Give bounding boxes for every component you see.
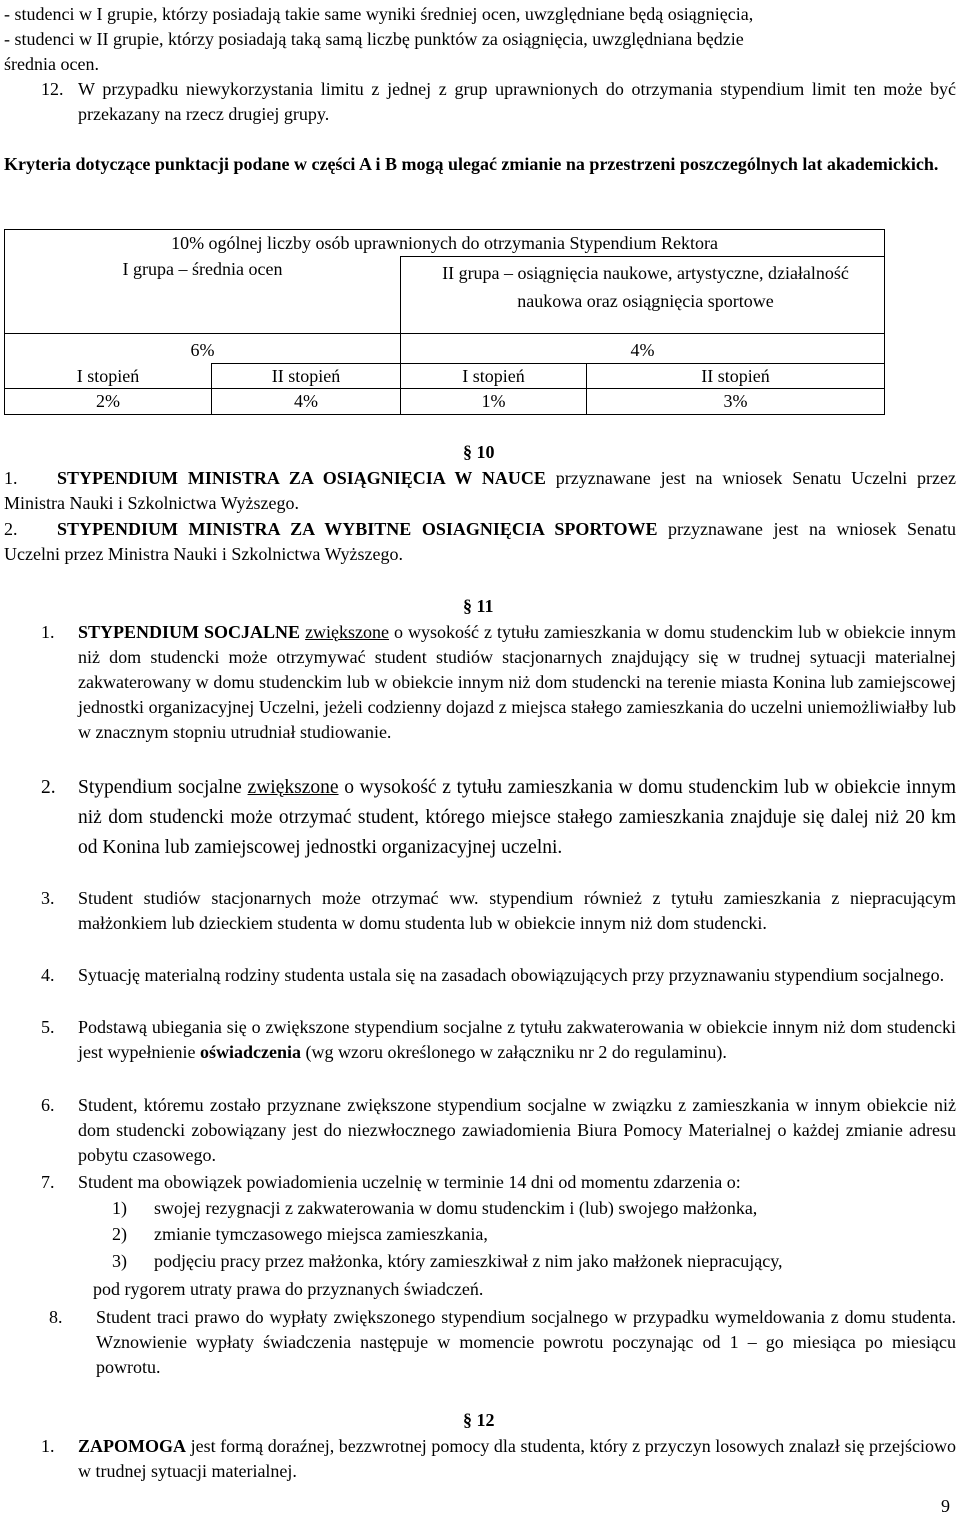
level-cell: II stopień <box>212 364 401 389</box>
item-rest: jest formą doraźnej, bezzwrotnej pomocy dla studenta, który z przyczyn losowych znalazł się przejściowo w trudnej sytuacji materialnej. <box>78 1436 956 1481</box>
subitem-number: 3) <box>112 1251 127 1271</box>
level-percent-cell: 4% <box>212 389 401 415</box>
item-text: Sytuację materialną rodziny studenta ustala się na zasadach obowiązujących przy przyznawaniu stypendium socjalnego. <box>78 965 945 985</box>
item-rest: przyznawane jest na wniosek Senatu Uczelni przez Ministra Nauki i Szkolnictwa Wyższego. <box>4 468 956 513</box>
item-number: 1. <box>4 468 18 488</box>
group2-label: II grupa – osiągnięcia naukowe, artystyczne, działalność naukowa oraz osiągnięcia sportowe <box>442 263 849 311</box>
item-bold-word: oświadczenia <box>199 1042 301 1062</box>
item-text <box>78 1434 956 1484</box>
item-text <box>78 1015 956 1065</box>
item-number: 2. <box>41 777 56 798</box>
item-bold-title: STYPENDIUM SOCJALNE <box>78 622 301 642</box>
item-text <box>4 466 956 516</box>
subitem-text: zmianie tymczasowego miejsca zamieszkania, <box>154 1224 488 1244</box>
subitem-text: swojej rezygnacji z zakwaterowania w domu studenckim i (lub) swojego małżonka, <box>154 1198 758 1218</box>
level-percent-cell: 3% <box>587 389 885 415</box>
item-number: 6. <box>41 1095 55 1115</box>
item-bold-title: ZAPOMOGA <box>78 1436 186 1456</box>
level-cell: II stopień <box>587 364 885 389</box>
section-number: 10 <box>476 442 495 462</box>
section-number: 11 <box>476 596 494 616</box>
item-text <box>78 620 956 745</box>
text-line: - studenci w I grupie, którzy posiadają takie same wyniki średniej ocen, uwzględniane będą osiągnięcia, <box>4 4 754 24</box>
item-number: 12. <box>41 79 64 99</box>
section-symbol: § <box>463 442 472 462</box>
item-text: Student ma obowiązek powiadomienia uczelnię w terminie 14 dni od momentu zdarzenia o: <box>78 1172 741 1192</box>
subitem-text: podjęciu pracy przez małżonka, który zamieszkiwał z nim jako małżonek niepracujący, <box>154 1251 783 1271</box>
item-text-part: Stypendium socjalne <box>78 777 248 798</box>
item-number: 5. <box>41 1017 55 1037</box>
item-number: 7. <box>41 1172 55 1192</box>
section-symbol: § <box>463 596 472 616</box>
item-bold-title: STYPENDIUM MINISTRA ZA WYBITNE OSIAGNIĘCIA SPORTOWE <box>57 519 658 539</box>
group2-percent: 4% <box>401 334 885 364</box>
item-text <box>4 517 956 567</box>
item-tail: pod rygorem utraty prawa do przyznanych świadczeń. <box>93 1279 484 1299</box>
level-percent-cell: 1% <box>401 389 587 415</box>
item-number: 4. <box>41 965 55 985</box>
text-line: - studenci w II grupie, którzy posiadają taką samą liczbę punktów za osiągnięcia, uwzględniana będzie <box>4 29 744 49</box>
section-heading <box>463 594 494 619</box>
item-rest: (wg wzoru określonego w załączniku nr 2 do regulaminu). <box>300 1042 727 1062</box>
item-text: W przypadku niewykorzystania limitu z jednej z grup uprawnionych do otrzymania stypendium limit ten może być przekazany na rzecz drugiej grupy. <box>78 79 956 124</box>
underlined-word: zwiększone <box>305 622 390 642</box>
section-symbol: § <box>463 1410 472 1430</box>
item-rest: o wysokość z tytułu zamieszkania w domu studenckim lub w obiekcie innym niż dom studencki może otrzymać student, którego miejsce stałego zamieszkania znajduje się dalej niż 20 km od Konina lub zamiejscowej jednostki organizacyjnej uczelni. <box>78 777 956 858</box>
group1-percent: 6% <box>5 334 401 364</box>
table-header: 10% ogólnej liczby osób uprawnionych do otrzymania Stypendium Rektora <box>5 230 885 257</box>
section-heading <box>463 440 495 465</box>
item-text: Student traci prawo do wypłaty zwiększonego stypendium socjalnego w przypadku wymeldowania z domu studenta. Wznowienie wypłaty świadczenia następuje w momencie powrotu poczynając od 1 – go miesiąca po miesiącu powrotu. <box>96 1307 956 1377</box>
underlined-word: zwiększone <box>247 777 339 798</box>
item-number: 8. <box>49 1307 63 1327</box>
item-text: Student, któremu zostało przyznane zwiększone stypendium socjalne w związku z zamieszkania w innym obiekcie niż dom studencki zobowiązany jest do niezwłocznego zawiadomienia Biura Pomocy Materialnej o każdej zmianie adresu pobytu czasowego. <box>78 1095 956 1165</box>
level-cell: I stopień <box>401 364 587 389</box>
criteria-note: Kryteria dotyczące punktacji podane w części A i B mogą ulegać zmianie na przestrzeni poszczególnych lat akademickich. <box>4 154 939 174</box>
level-percent-cell: 2% <box>5 389 212 415</box>
item-number: 3. <box>41 888 55 908</box>
item-text: Student studiów stacjonarnych może otrzymać ww. stypendium również z tytułu zamieszkania z niepracującym małżonkiem lub dzieckiem studenta w domu studenta lub w obiekcie innym niż dom studencki. <box>78 888 956 933</box>
group1-cell: I grupa – średnia ocen <box>5 257 401 334</box>
item-rest: o wysokość z tytułu zamieszkania w domu studenckim lub w obiekcie innym niż dom studencki może otrzymywać student studiów stacjonarnych znajdujący się w trudnej sytuacji materialnej zakwaterowany w domu studenckim lub w obiekcie innym niż dom studencki na terenie miasta Konina lub zamiejscowej jednostki organizacyjnej Uczelni, jeżeli codzienny dojazd z miejsca stałego zamieszkania do uczelni uniemożliwiałby lub w znacznym stopniu utrudniał studiowanie. <box>78 622 957 742</box>
section-heading <box>463 1408 495 1433</box>
subitem-number: 2) <box>112 1224 127 1244</box>
text-line: średnia ocen. <box>4 54 99 74</box>
item-text-part: Podstawą ubiegania się o zwiększone stypendium socjalne z tytułu zakwaterowania w obiekcie innym niż dom studencki jest wypełnienie <box>78 1017 956 1062</box>
group2-cell <box>401 257 885 334</box>
item-number: 1. <box>41 1436 55 1456</box>
section-number: 12 <box>476 1410 495 1430</box>
level-cell: I stopień <box>5 364 212 389</box>
item-text <box>78 773 956 863</box>
scholarship-distribution-table <box>4 229 885 415</box>
subitem-number: 1) <box>112 1198 127 1218</box>
item-rest: przyznawane jest na wniosek Senatu Uczelni przez Ministra Nauki i Szkolnictwa Wyższego. <box>4 519 956 564</box>
item-number: 1. <box>41 622 55 642</box>
item-number: 2. <box>4 519 18 539</box>
item-bold-title: STYPENDIUM MINISTRA ZA OSIĄGNIĘCIA W NAUCE <box>57 468 546 488</box>
page-number: 9 <box>941 1496 950 1516</box>
